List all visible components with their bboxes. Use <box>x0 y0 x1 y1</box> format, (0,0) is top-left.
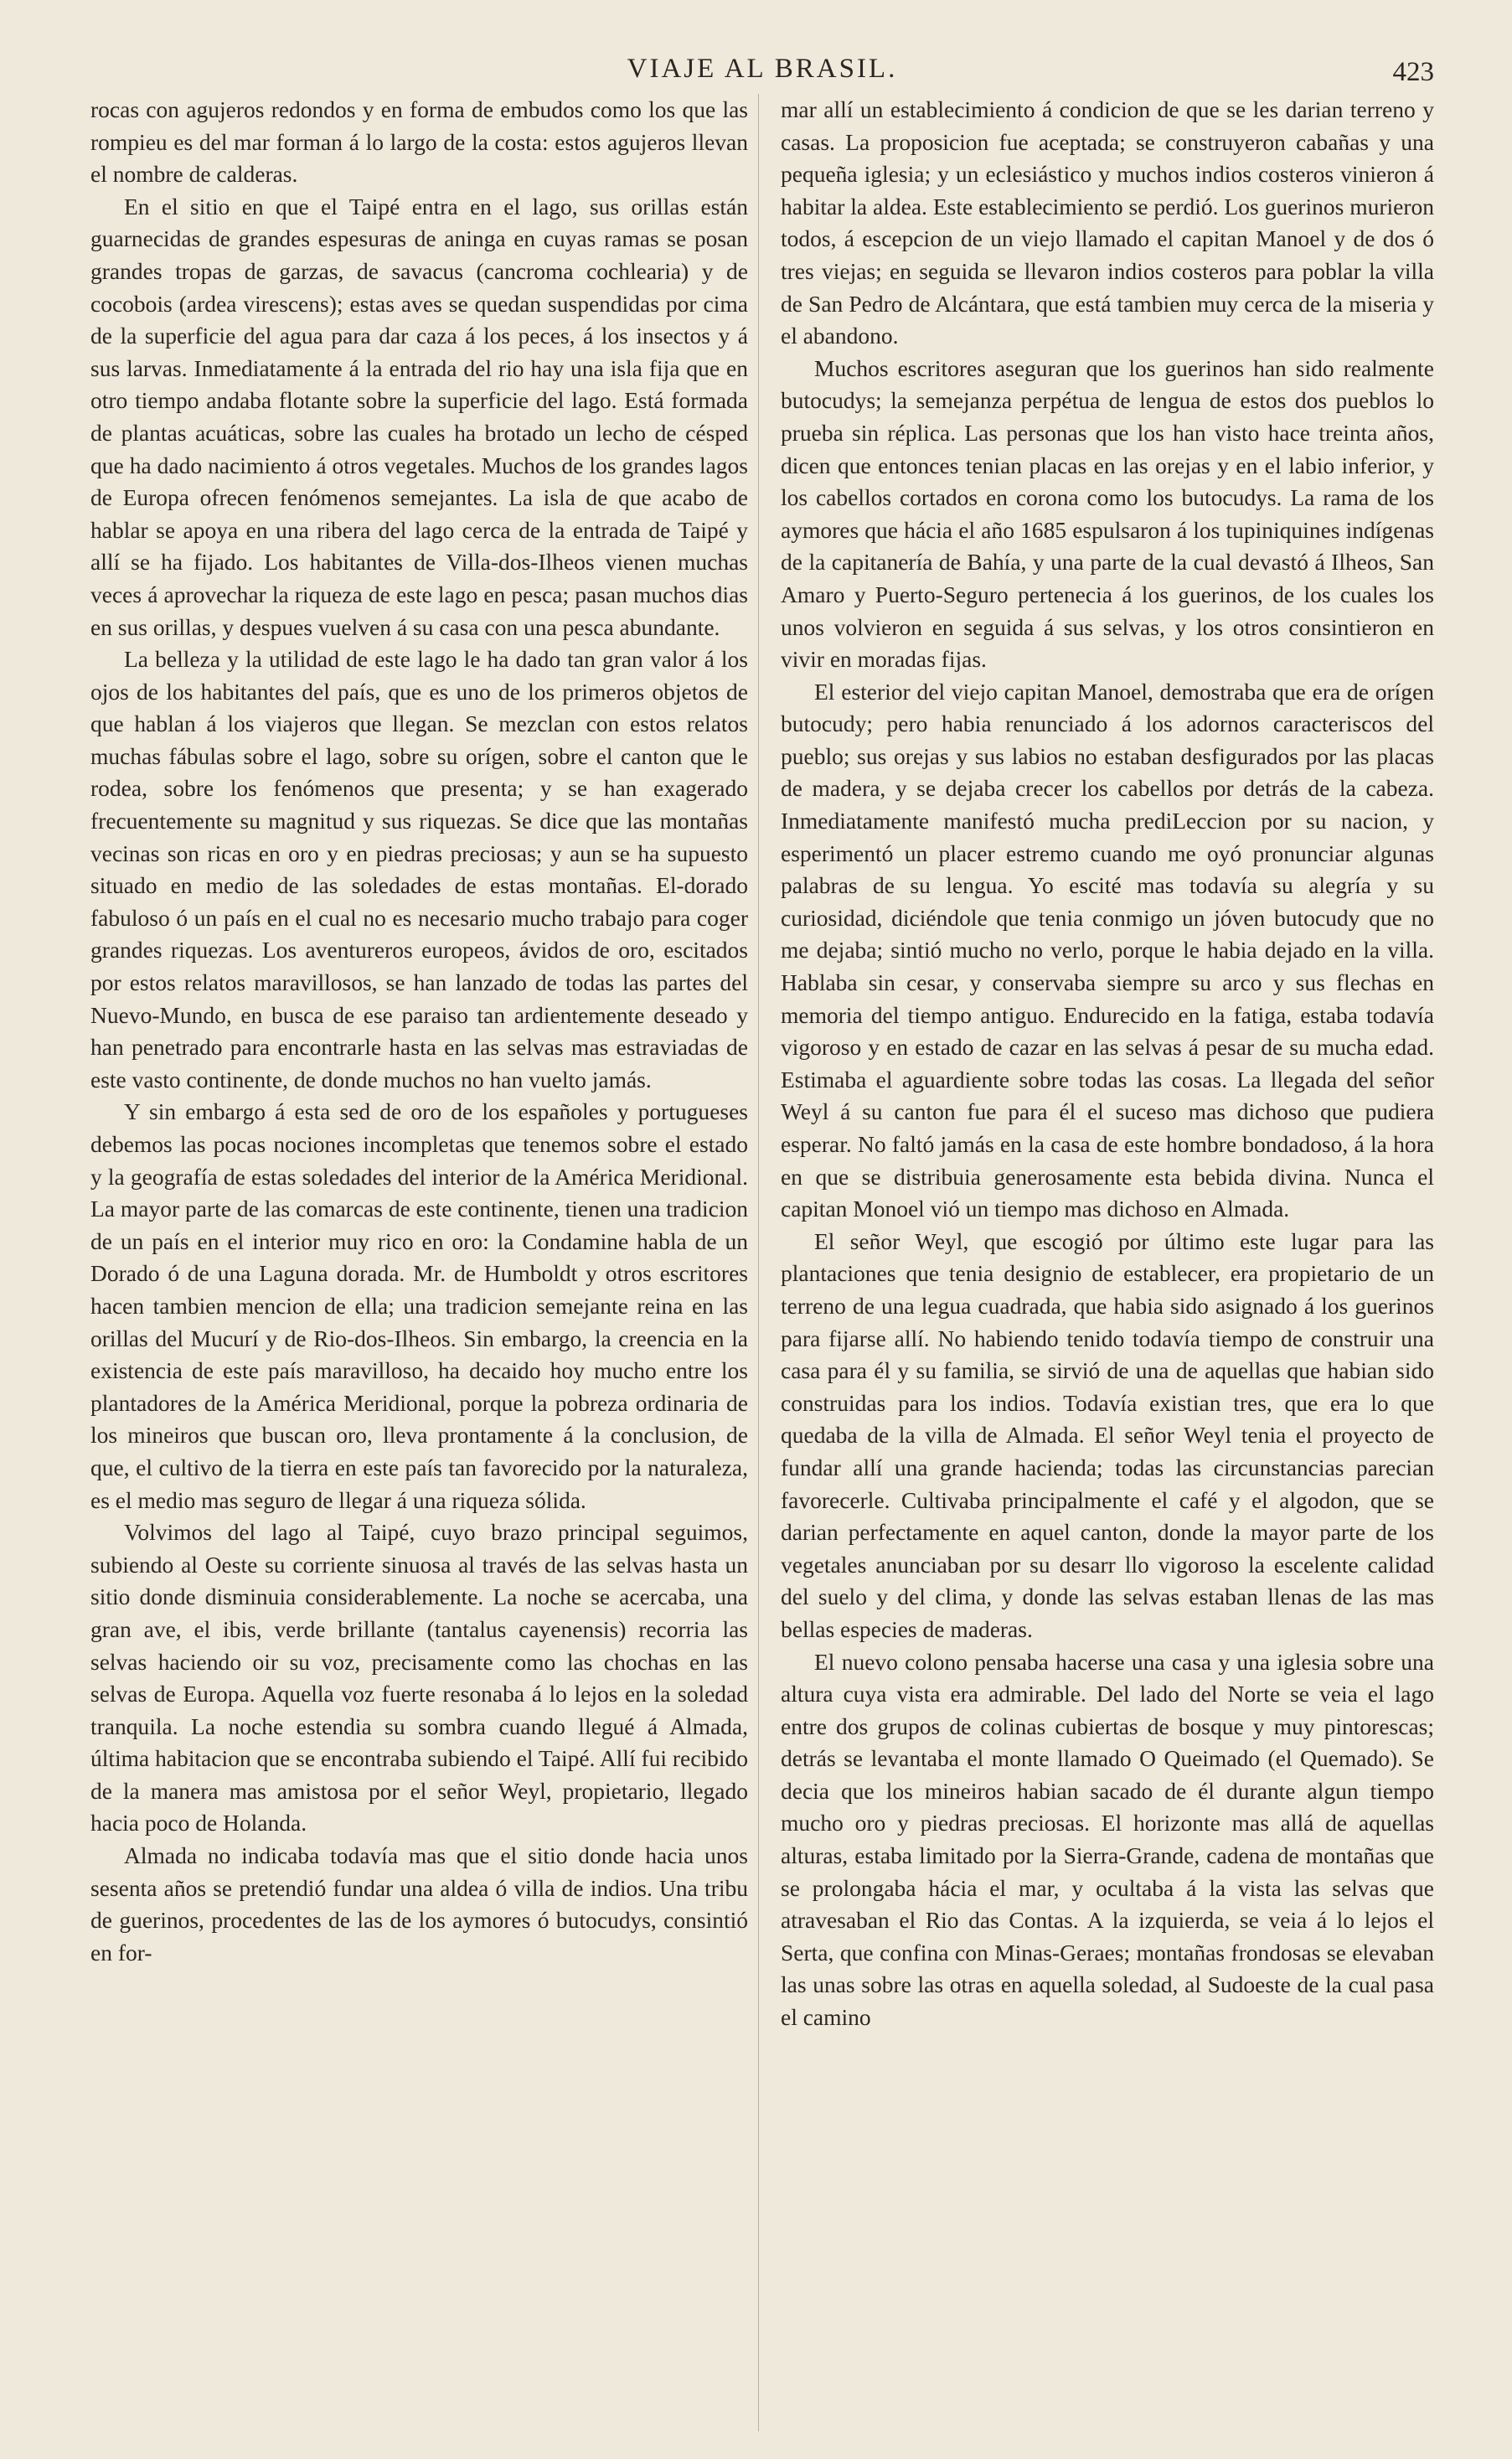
running-title: VIAJE AL BRASIL. <box>627 54 898 84</box>
paragraph: La belleza y la utilidad de este lago le ha dado tan gran valor á los ojos de los habitantes del país, que es uno de los primeros objetos de que hablan á los viajeros que llegan. Se mezclan con estos relatos muchas fábulas sobre el lago, sobre su orígen, sobre el canton que le rodea, sobre los fenómenos que presenta; y se han exagerado frecuentemente su magnitud y sus riquezas. Se dice que las montañas vecinas son ricas en oro y en piedras preciosas; y aun se ha supuesto situado en medio de las soledades de estas montañas. El-dorado fabuloso ó un país en el cual no es necesario mucho trabajo para coger grandes riquezas. Los aventureros europeos, ávidos de oro, escitados por estos relatos maravillosos, se han lanzado de todas las partes del Nuevo-Mundo, en busca de ese paraiso tan ardientemente deseado y han penetrado para encontrarle hasta en las selvas mas estraviadas de este vasto continente, de donde muchos no han vuelto jamás. <box>90 646 748 1093</box>
page-number: 423 <box>1392 57 1434 87</box>
left-column <box>90 94 748 1969</box>
paragraph: En el sitio en que el Taipé entra en el lago, sus orillas están guarnecidas de grandes espesuras de aninga en cuyas ramas se posan grandes tropas de garzas, de savacus (cancroma cochlearia) y de cocobois (ardea virescens); estas aves se quedan suspendidas por cima de la superficie del agua para dar caza á los peces, á los insectos y á sus larvas. Inmediatamente á la entrada del rio hay una isla fija que en otro tiempo andaba flotante sobre la superficie del lago. Está formada de plantas acuáticas, sobre las cuales ha brotado un lecho de césped que ha dado nacimiento á otros vegetales. Muchos de los grandes lagos de Europa ofrecen fenómenos semejantes. La isla de que acabo de hablar se apoya en una ribera del lago cerca de la entrada de Taipé y allí se ha fijado. Los habitantes de Villa-dos-Ilheos vienen muchas veces á aprovechar la riqueza de este lago en pesca; pasan muchos dias en sus orillas, y despues vuelven á su casa con una pesca abundante. <box>90 193 748 640</box>
right-column <box>781 94 1434 2034</box>
paragraph: rocas con agujeros redondos y en forma de embudos como los que las rompieu es del mar forman á lo largo de la costa: estos agujeros llevan el nombre de calderas. <box>90 96 748 188</box>
paragraph: El señor Weyl, que escogió por último este lugar para las plantaciones que tenia designio de establecer, era propietario de un terreno de una legua cuadrada, que habia sido asignado á los guerinos para fijarse allí. No habiendo tenido todavía tiempo de construir una casa para él y su familia, se sirvió de una de aquellas que habian sido construidas para los indios. Todavía existian tres, que era lo que quedaba de la villa de Almada. El señor Weyl tenia el proyecto de fundar allí una grande hacienda; todas las circunstancias parecian favorecerle. Cultivaba principalmente el café y el algodon, que se darian perfectamente en aquel canton, donde la mayor parte de los vegetales anunciaban por su desarr llo vigoroso la escelente calidad del suelo y del clima, y donde las selvas estaban llenas de las mas bellas especies de maderas. <box>781 1227 1434 1642</box>
paragraph: Volvimos del lago al Taipé, cuyo brazo principal seguimos, subiendo al Oeste su corriente sinuosa al través de las selvas hasta un sitio donde disminuia considerablemente. La noche se acercaba, una gran ave, el ibis, verde brillante (tantalus cayenensis) recorria las selvas haciendo oir su voz, precisamente como las chochas en las selvas de Europa. Aquella voz fuerte resonaba á lo lejos en la soledad tranquila. La noche estendia su sombra cuando llegué á Almada, última habitacion que se encontraba subiendo el Taipé. Allí fui recibido de la manera mas amistosa por el señor Weyl, propietario, llegado hacia poco de Holanda. <box>90 1519 748 1837</box>
paragraph: El esterior del viejo capitan Manoel, demostraba que era de orígen butocudy; pero habia renunciado á los adornos caracteriscos del pueblo; sus orejas y sus labios no estaban desfigurados por las placas de madera, y se dejaba crecer los cabellos por detrás de la cabeza. Inmediatamente manifestó mucha prediLeccion por su nacion, y esperimentó un placer estremo cuando me oyó pronunciar algunas palabras de su lengua. Yo escité mas todavía su alegría y su curiosidad, diciéndole que tenia conmigo un jóven butocudy que no me dejaba; sintió mucho no verlo, porque le habia dejado en la villa. Hablaba sin cesar, y conservaba siempre su arco y sus flechas en memoria del tiempo antiguo. Endurecido en la fatiga, estaba todavía vigoroso y en estado de cazar en las selvas á pesar de su mucha edad. Estimaba el aguardiente sobre todas las cosas. La llegada del señor Weyl á su canton fue para él el suceso mas dichoso que pudiera esperar. No faltó jamás en la casa de este hombre bondadoso, á la hora en que se distribuia generosamente esta bebida divina. Nunca el capitan Monoel vió un tiempo mas dichoso en Almada. <box>781 678 1434 1222</box>
paragraph: Almada no indicaba todavía mas que el sitio donde hacia unos sesenta años se pretendió fundar una aldea ó villa de indios. Una tribu de guerinos, procedentes de las de los aymores ó butocudys, consintió en for- <box>90 1842 748 1966</box>
paragraph: Muchos escritores aseguran que los guerinos han sido realmente butocudys; la semejanza perpétua de lengua de estos dos pueblos lo prueba sin réplica. Las personas que los han visto hace treinta años, dicen que entonces tenian placas en las orejas y en el labio inferior, y los cabellos cortados en corona como los butocudys. La rama de los aymores que hácia el año 1685 espulsaron á los tupiniquines indígenas de la capitanería de Bahía, y una parte de la cual devastó á Ilheos, San Amaro y Puerto-Seguro pertenecia á los guerinos, de los cuales los unos volvieron en seguida á sus selvas, y los otros consintieron en vivir en moradas fijas. <box>781 354 1434 673</box>
paragraph: Y sin embargo á esta sed de oro de los españoles y portugueses debemos las pocas nociones incompletas que tenemos sobre el estado y la geografía de estas soledades del interior de la América Meridional. La mayor parte de las comarcas de este continente, tienen una tradicion de un país en el interior muy rico en oro: la Condamine habla de un Dorado ó de una Laguna dorada. Mr. de Humboldt y otros escritores hacen tambien mencion de ella; una tradicion semejante reina en las orillas del Mucurí y de Rio-dos-Ilheos. Sin embargo, la creencia en la existencia de este país maravilloso, ha decaido hoy mucho entre los plantadores de la América Meridional, porque la pobreza ordinaria de los mineiros que buscan oro, lleva prontamente á la conclusion, de que, el cultivo de la tierra en este país tan favorecido por la naturaleza, es el medio mas seguro de llegar á una riqueza sólida. <box>90 1098 748 1513</box>
paragraph: mar allí un establecimiento á condicion de que se les darian terreno y casas. La proposicion fue aceptada; se construyeron cabañas y una pequeña iglesia; y un eclesiástico y muchos indios costeros vinieron á habitar la aldea. Este establecimiento se perdió. Los guerinos murieron todos, á escepcion de un viejo llamado el capitan Manoel y de dos ó tres viejas; en seguida se llevaron indios costeros para poblar la villa de San Pedro de Alcántara, que está tambien muy cerca de la miseria y el abandono. <box>781 96 1434 349</box>
column-divider <box>758 94 759 2431</box>
paragraph: El nuevo colono pensaba hacerse una casa y una iglesia sobre una altura cuya vista era admirable. Del lado del Norte se veia el lago entre dos grupos de colinas cubiertas de bosque y muy pintorescas; detrás se levantaba el monte llamado O Queimado (el Quemado). Se decia que los mineiros habian sacado de él durante algun tiempo mucho oro y piedras preciosas. El horizonte mas allá de aquellas alturas, estaba limitado por la Sierra-Grande, cadena de montañas que se prolongaba hácia el mar, y ocultaba á la vista las selvas que atravesaban el Rio das Contas. A la izquierda, se veia á lo lejos el Serta, que confina con Minas-Geraes; montañas frondosas se elevaban las unas sobre las otras en aquella soledad, al Sudoeste de la cual pasa el camino <box>781 1648 1434 2031</box>
